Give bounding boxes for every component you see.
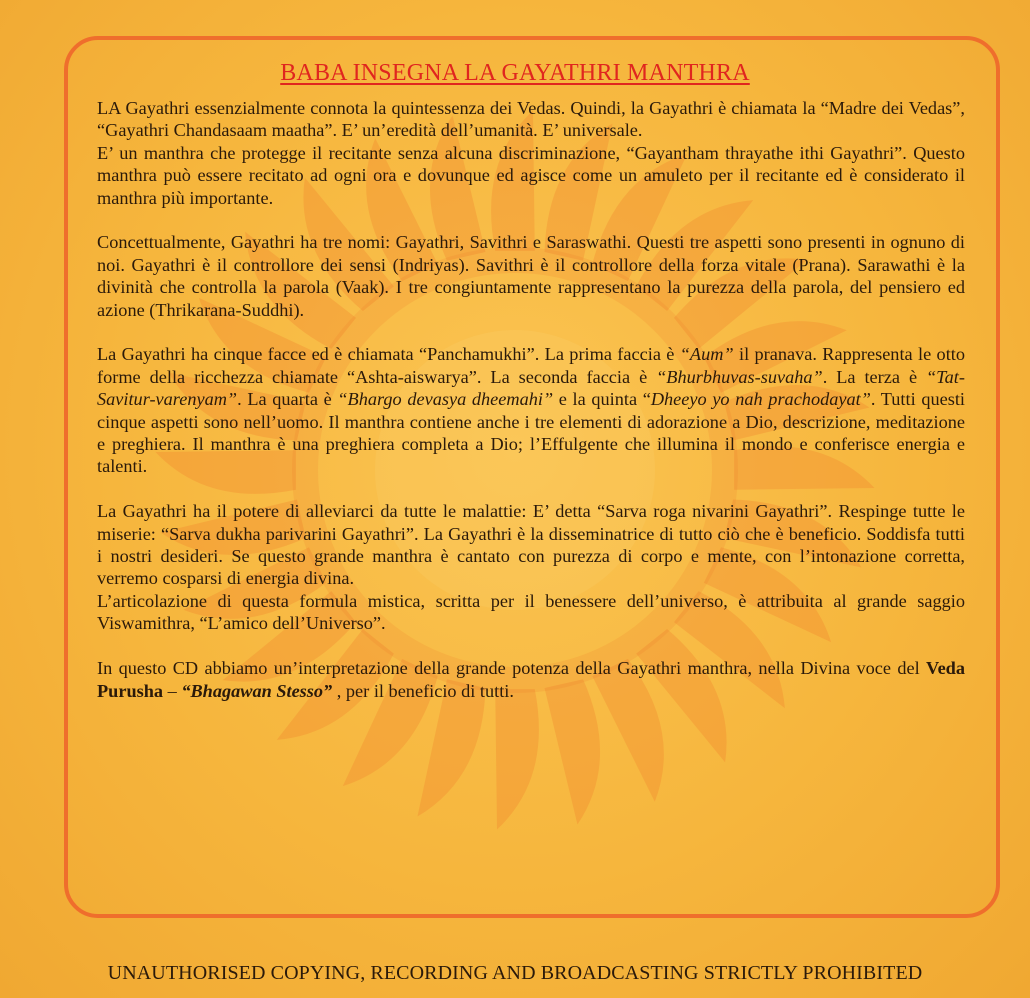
paragraph-five-faces (97, 343, 965, 477)
paragraph-viswamithra: L’articolazione di questa formula mistica, scritta per il benessere dell’universo, è attribuita al grande saggio Viswamithra, “L’amico dell’Universo”. (97, 590, 965, 634)
text-segment: . Tutti questi cinque aspetti sono nell’uomo. Il manthra contiene anche i tre elementi di adorazione a Dio, descrizione, meditazione e preghiera. Il manthra è una preghiera completa a Dio; l’Effulgente che illumina il mondo e conferisce energia e talenti. (97, 389, 965, 477)
bold-phrase: Veda Purusha (97, 658, 965, 701)
italic-phrase: “Aum” (679, 344, 734, 365)
italic-phrase: “Bhurbhuvas-suvaha” (656, 366, 823, 387)
paragraph-cd (97, 657, 965, 702)
italic-phrase: “Tat-Savitur-varenyam” (97, 366, 965, 410)
text-segment: – (163, 680, 182, 701)
text-segment: La Gayathri ha cinque facce ed è chiamata “Panchamukhi”. La prima faccia è (97, 344, 680, 365)
body-text (97, 97, 965, 702)
copyright-notice: UNAUTHORISED COPYING, RECORDING AND BROADCASTING STRICTLY PROHIBITED (107, 962, 923, 984)
paragraph-intro: LA Gayathri essenzialmente connota la quintessenza dei Vedas. Quindi, la Gayathri è chiamata la “Madre dei Vedas”, “Gayathri Chandasaam maatha”. E’ un’eredità dell’umanità. E’ universale. (97, 98, 965, 141)
page-title: BABA INSEGNA LA GAYATHRI MANTHRA (280, 60, 750, 86)
paragraph-protection: E’ un manthra che protegge il recitante senza alcuna discriminazione, “Gayantham thrayathe ithi Gayathri”. Questo manthra può essere recitato ad ogni ora e dovunque ed agisce come un amuleto per il recitante ed è considerato il manthra più importante. (97, 142, 965, 208)
text-segment: , per il beneficio di tutti. (332, 680, 514, 701)
text-segment: e la quinta “ (553, 389, 651, 410)
text-segment: il pranava. Rappresenta le otto forme della ricchezza chiamate “Ashta-aiswarya”. La seconda faccia è (97, 344, 965, 387)
paragraph-three-names: Concettualmente, Gayathri ha tre nomi: Gayathri, Savithri e Saraswathi. Questi tre aspetti sono presenti in ognuno di noi. Gayathri è il controllore dei sensi (Indriyas). Savithri è il controllore della forza vitale (Prana). Sarawathi è la divinità che controlla la parola (Vaak). I tre congiuntamente rappresentano la purezza della parola, del pensiero ed azione (Thrikarana-Suddhi). (97, 232, 965, 320)
text-segment: . La terza è (822, 366, 927, 387)
paragraph-healing: La Gayathri ha il potere di alleviarci da tutte le malattie: E’ detta “Sarva roga nivarini Gayathri”. Respinge tutte le miserie: “Sarva dukha parivarini Gayathri”. La Gayathri è la disseminatrice di tutto ciò che è beneficio. Soddisfa tutti i nostri desideri. Se questo grande manthra è cantato con purezza di corpo e mente, con l’intonazione corretta, verremo cosparsi di energia divina. (97, 501, 965, 589)
text-segment: In questo CD abbiamo un’interpretazione della grande potenza della Gayathri manthra, nella Divina voce del (97, 658, 927, 679)
italic-phrase: Dheeyo yo nah prachodayat” (650, 389, 871, 410)
text-segment: . La quarta è (237, 389, 338, 410)
italic-phrase: “Bhargo devasya dheemahi” (337, 389, 554, 410)
bold-italic-phrase: “Bhagawan Stesso” (181, 680, 333, 701)
